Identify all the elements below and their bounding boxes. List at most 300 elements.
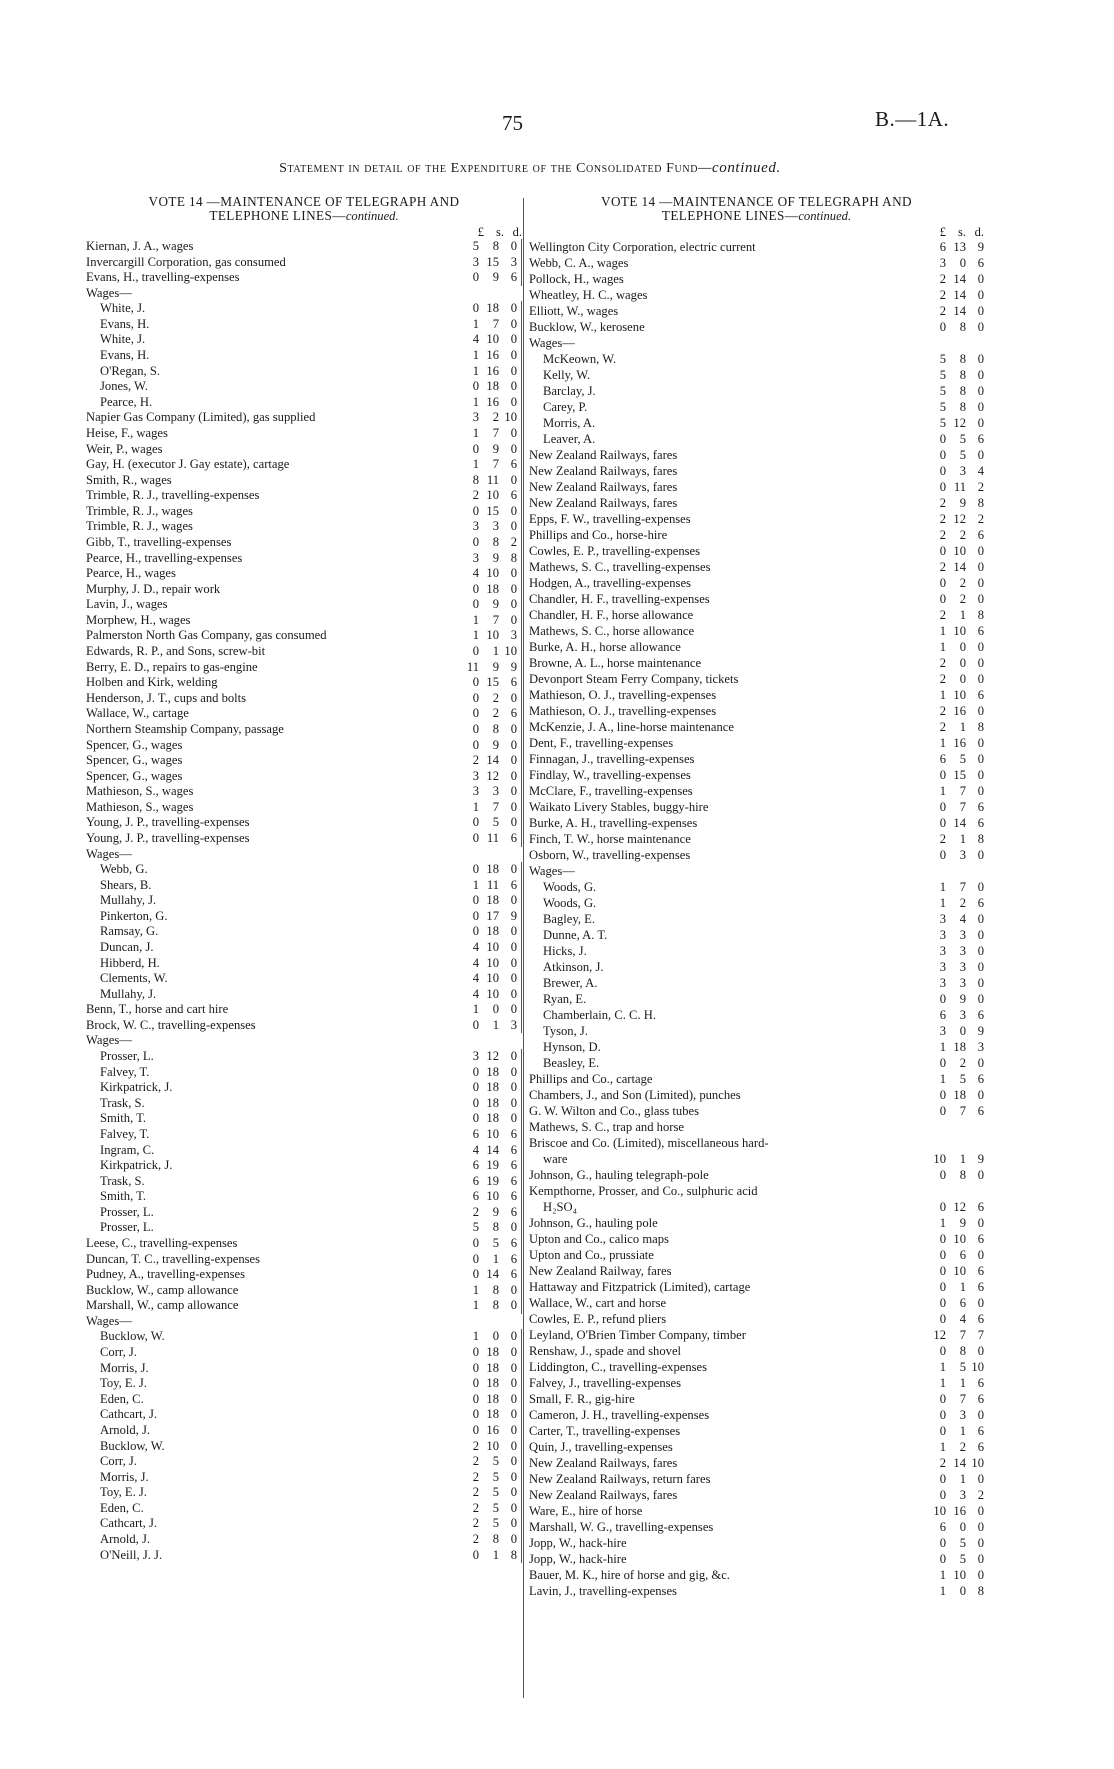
table-row [86,971,522,987]
payee-description: Mathieson, S., wages [86,784,194,799]
table-row [86,473,522,489]
payee-description: Chambers, J., and Son (Limited), punches [529,1088,741,1102]
payee-description: New Zealand Railways, return fares [529,1472,711,1486]
payee-description: Ingram, C. [100,1142,155,1157]
table-row [529,1215,984,1231]
payee-description: Brock, W. C., travelling-expenses [86,1017,256,1032]
table-row [529,271,984,287]
amount [922,703,984,719]
pence-value: 0 [977,880,984,894]
pence-value: 0 [977,1216,984,1230]
amount [457,706,522,722]
amount [457,1065,522,1081]
pence-value: 6 [977,1232,984,1246]
shillings-value: 12 [486,768,499,783]
pounds-value: 0 [472,1267,479,1282]
payee-description: Bucklow, W., camp allowance [86,1282,239,1297]
amount [922,1375,984,1391]
shillings-value: 18 [486,1407,499,1422]
table-row [529,975,984,991]
table-row [529,1519,984,1535]
pence-value: 0 [510,1531,517,1546]
pounds-value: 4 [472,971,479,986]
shillings-value: 5 [492,1516,499,1531]
table-row [86,379,522,395]
left-subtitle-text: TELEPHONE LINES— [209,208,346,223]
shillings-value: 9 [492,597,499,612]
pounds-value: 1 [939,784,946,798]
amount [922,687,984,703]
pence-value: 6 [510,675,517,690]
pounds-value: 4 [472,332,479,347]
payee-description: Edwards, R. P., and Sons, screw-bit [86,644,266,659]
pounds-value: 0 [472,721,479,736]
amount [457,1516,522,1532]
amount [457,1236,522,1252]
payee-description: New Zealand Railways, fares [529,496,678,510]
shillings-value: 18 [486,1391,499,1406]
pence-value: 0 [977,320,984,334]
pounds-value: 0 [472,1547,479,1562]
pence-value: 6 [977,688,984,702]
pence-value: 0 [510,348,517,363]
pounds-value: 3 [472,519,479,534]
shillings-value: 3 [492,519,499,534]
pence-value: 6 [977,528,984,542]
shillings-value: 11 [486,472,499,487]
payee-description: Renshaw, J., spade and shovel [529,1344,682,1358]
pence-value: 8 [977,720,984,734]
pounds-value: 3 [472,768,479,783]
pence-value: 0 [510,690,517,705]
payee-description: Mathews, S. C., horse allowance [529,624,695,638]
pounds-value: 0 [939,1104,946,1118]
shillings-value: 8 [959,1168,966,1182]
pounds-value: 3 [472,410,479,425]
pence-value: 0 [510,1438,517,1453]
payee-description: Prosser, L. [100,1049,154,1064]
pence-value: 0 [510,1407,517,1422]
pence-value: 6 [977,432,984,446]
pence-value: 0 [510,753,517,768]
shillings-value: 18 [486,924,499,939]
amount [922,927,984,943]
shillings-value: 8 [492,239,499,253]
shillings-value: 5 [492,1236,499,1250]
payee-description: Berry, E. D., repairs to gas-engine [86,659,258,674]
payee-description: G. W. Wilton and Co., glass tubes [529,1104,699,1118]
amount [457,1252,522,1268]
payee-description: Carter, T., travelling-expenses [529,1424,681,1438]
shillings-value: 5 [959,1072,966,1086]
amount [457,410,522,426]
pounds-value: 2 [939,608,946,622]
amount [457,301,522,317]
table-row [86,332,522,348]
table-row [86,395,522,411]
payee-description: Waikato Livery Stables, buggy-hire [529,800,709,814]
table-row [86,488,522,504]
table-row [86,660,522,676]
pounds-value: 0 [939,1472,946,1486]
table-row [529,591,984,607]
pence-value: 0 [977,960,984,974]
pounds-value: 3 [939,912,946,926]
payee-description: Upton and Co., prussiate [529,1248,654,1262]
pounds-value: 5 [939,384,946,398]
pounds-value: 0 [472,690,479,705]
pence-value: 0 [510,1064,517,1079]
shillings-value: 5 [492,1485,499,1500]
table-row [86,909,522,925]
shillings-value: 2 [959,896,966,910]
statement-title-cont: —continued. [698,160,781,176]
payee-description: Elliott, W., wages [529,304,619,318]
payee-description: Wellington City Corporation, electric current [529,240,756,254]
pence-value: 0 [977,1536,984,1550]
table-row [86,239,522,255]
shillings-value: 10 [486,971,499,986]
amount [457,457,522,473]
shillings-value: 0 [959,1584,966,1598]
pence-value: 0 [977,288,984,302]
payee-description: Duncan, J. [100,940,154,955]
shillings-value: 10 [486,332,499,347]
payee-description: Toy, E. J. [100,1376,147,1391]
table-row [529,1567,984,1583]
pounds-value: 0 [472,924,479,939]
table-row [529,959,984,975]
pounds-value: 4 [472,1142,479,1157]
shillings-value: 17 [486,908,499,923]
pounds-value: 0 [939,992,946,1006]
pounds-value: 1 [939,1568,946,1582]
amount [922,1279,984,1295]
pounds-value: 2 [939,720,946,734]
payee-description: Bucklow, W. [100,1438,165,1453]
payee-description: Webb, G. [100,862,148,877]
pence-value: 0 [510,940,517,955]
pounds-value: 0 [472,1422,479,1437]
pence-value: 0 [510,1111,517,1126]
pence-value: 6 [977,800,984,814]
amount [457,1454,522,1470]
pounds-value: 0 [472,1095,479,1110]
amount [457,1376,522,1392]
payee-description: New Zealand Railways, fares [529,480,678,494]
shillings-value: 10 [953,624,966,638]
pence-value: 0 [510,425,517,440]
table-row [529,1487,984,1503]
amount [457,1407,522,1423]
table-row [529,319,984,335]
shillings-value: 7 [492,612,499,627]
shillings-value: 18 [486,1080,499,1095]
shillings-value: 6 [959,1296,966,1310]
pounds-value: 2 [472,1204,479,1219]
pence-value: 0 [977,704,984,718]
shillings-value: 0 [959,640,966,654]
payee-description: Wages— [86,846,132,861]
pounds-value: 0 [939,1488,946,1502]
payee-description: Mathieson, S., wages [86,799,194,814]
shillings-value: 18 [486,1376,499,1391]
amount [922,1359,984,1375]
pounds-value: 0 [939,816,946,830]
left-column [86,195,522,1563]
amount [457,971,522,987]
pounds-value: 0 [939,1424,946,1438]
pounds-value: 5 [939,368,946,382]
pounds-value: 0 [472,1064,479,1079]
shillings-value: 3 [959,1008,966,1022]
pounds-value: 2 [472,1454,479,1469]
table-row [529,1343,984,1359]
shillings-value: 18 [953,1088,966,1102]
table-row [529,415,984,431]
amount [457,738,522,754]
shillings-value: 2 [959,1440,966,1454]
pence-value: 6 [510,1251,517,1266]
payee-description: Wages— [529,336,575,350]
amount [922,1295,984,1311]
table-row [529,431,984,447]
pounds-value: 6 [939,1008,946,1022]
shillings-value: 1 [959,1280,966,1294]
amount [922,1263,984,1279]
shillings-value: 2 [959,1056,966,1070]
amount [922,271,984,287]
payee-description: Toy, E. J. [100,1485,147,1500]
amount [922,991,984,1007]
table-row [529,527,984,543]
amount [922,1487,984,1503]
table-row [529,943,984,959]
payee-description: Burke, A. H., travelling-expenses [529,816,698,830]
amount [457,800,522,816]
pence-value: 3 [510,1017,517,1032]
amount [457,535,522,551]
amount [457,1127,522,1143]
pounds-value: 4 [472,940,479,955]
amount [457,1298,522,1314]
shillings-value: 16 [953,1504,966,1518]
payee-description: Browne, A. L., horse maintenance [529,656,702,670]
shillings-value: 7 [959,1392,966,1406]
table-row [86,1158,522,1174]
table-row [529,655,984,671]
amount [922,1583,984,1599]
pounds-value: 0 [939,544,946,558]
shillings-unit: s. [958,225,966,239]
left-expenditure-list [86,239,522,1563]
payee-description: Finch, T. W., horse maintenance [529,832,691,846]
pounds-value: 1 [472,363,479,378]
amount [922,399,984,415]
table-row [86,1516,522,1532]
pence-value: 6 [510,1204,517,1219]
shillings-value: 18 [486,1360,499,1375]
shillings-value: 0 [959,256,966,270]
right-section-subtitle [529,209,984,223]
payee-description: Woods, G. [543,896,597,910]
payee-description: Tyson, J. [543,1024,588,1038]
pounds-value: 0 [939,1344,946,1358]
amount [922,1199,984,1215]
payee-description: Wallace, W., cartage [86,706,189,721]
table-row [86,1548,522,1564]
shillings-value: 8 [492,1531,499,1546]
pence-value: 10 [504,410,517,425]
table-row [529,511,984,527]
table-row [529,1039,984,1055]
pence-value: 2 [977,480,984,494]
table-row [529,1183,984,1199]
amount [922,239,984,255]
table-row [529,1391,984,1407]
pounds-value: 1 [472,799,479,814]
table-row [86,1470,522,1486]
table-row [529,1327,984,1343]
amount [922,447,984,463]
pence-value: 0 [510,1360,517,1375]
pence-value: 0 [510,1080,517,1095]
table-row [86,1439,522,1455]
table-row [86,317,522,333]
pounds-value: 6 [939,240,946,254]
right-currency-units [529,225,984,239]
amount [457,1501,522,1517]
pence-value: 0 [977,1056,984,1070]
pence-value: 0 [977,912,984,926]
amount [457,1532,522,1548]
shillings-value: 5 [492,1454,499,1469]
pence-value: 0 [510,1345,517,1360]
pence-value: 8 [510,1547,517,1562]
pence-value: 0 [510,566,517,581]
amount [922,1311,984,1327]
pounds-value: 1 [472,877,479,892]
table-row [529,799,984,815]
pence-value: 0 [977,1504,984,1518]
amount [922,1327,984,1343]
payee-description: Clements, W. [100,971,168,986]
amount [457,255,522,271]
pounds-value: 1 [939,1376,946,1390]
payee-description: Chandler, H. F., horse allowance [529,608,694,622]
shillings-value: 7 [492,799,499,814]
table-row [86,442,522,458]
payee-description: Napier Gas Company (Limited), gas supplied [86,410,316,425]
pounds-value: 1 [472,348,479,363]
pounds-value: 2 [939,512,946,526]
pence-value: 0 [510,893,517,908]
amount [922,799,984,815]
pence-value: 0 [977,1344,984,1358]
amount [922,367,984,383]
pounds-value: 0 [939,1168,946,1182]
pounds-value: 2 [472,1516,479,1531]
table-row [529,543,984,559]
pence-value: 0 [977,976,984,990]
shillings-value: 1 [959,720,966,734]
shillings-value: 5 [959,448,966,462]
shillings-value: 3 [959,976,966,990]
table-row [86,566,522,582]
pence-value: 6 [510,1158,517,1173]
payee-description: Eden, C. [100,1500,144,1515]
table-row [529,1503,984,1519]
left-section-heading [86,195,522,225]
amount [922,751,984,767]
table-row [529,1535,984,1551]
shillings-value: 3 [959,848,966,862]
amount [457,1220,522,1236]
table-row [86,1174,522,1190]
pounds-value: 2 [939,496,946,510]
amount [922,895,984,911]
payee-description: Heise, F., wages [86,425,168,440]
payee-description: Falvey, J., travelling-expenses [529,1376,682,1390]
shillings-value: 9 [492,270,499,285]
amount [457,1283,522,1299]
shillings-value: 10 [486,986,499,1001]
pounds-value: 6 [472,1126,479,1141]
amount [922,591,984,607]
pounds-value: 8 [472,472,479,487]
table-row [86,1096,522,1112]
table-row [529,255,984,271]
table-row [529,1439,984,1455]
pounds-value: 0 [472,675,479,690]
amount [922,1071,984,1087]
pence-value: 0 [510,971,517,986]
shillings-value: 7 [959,1104,966,1118]
amount [457,1345,522,1361]
pounds-value: 0 [939,1264,946,1278]
pounds-value: 3 [939,256,946,270]
table-row [86,1361,522,1377]
shillings-value: 1 [492,644,499,659]
shillings-value: 10 [486,1189,499,1204]
amount [457,426,522,442]
shillings-value: 9 [492,659,499,674]
payee-description: Leyland, O'Brien Timber Company, timber [529,1328,746,1342]
amount [457,551,522,567]
pence-value: 10 [971,1456,984,1470]
shillings-value: 9 [492,550,499,565]
table-row [86,987,522,1003]
payee-description: Evans, H. [100,348,150,363]
payee-description: Bucklow, W. [100,1329,165,1344]
amount [457,1049,522,1065]
table-row [529,1407,984,1423]
payee-description: Quin, J., travelling-expenses [529,1440,673,1454]
payee-description: Young, J. P., travelling-expenses [86,830,250,845]
pounds-value: 6 [472,1189,479,1204]
shillings-value: 9 [959,1216,966,1230]
amount [457,1485,522,1501]
pounds-value: 0 [472,1360,479,1375]
pence-value: 0 [510,768,517,783]
pounds-value: 3 [472,254,479,269]
right-subtitle-cont: continued. [798,209,852,223]
shillings-value: 0 [959,1024,966,1038]
table-row [529,815,984,831]
pence-value: 0 [510,363,517,378]
payee-description: Prosser, L. [100,1204,154,1219]
table-row [529,671,984,687]
